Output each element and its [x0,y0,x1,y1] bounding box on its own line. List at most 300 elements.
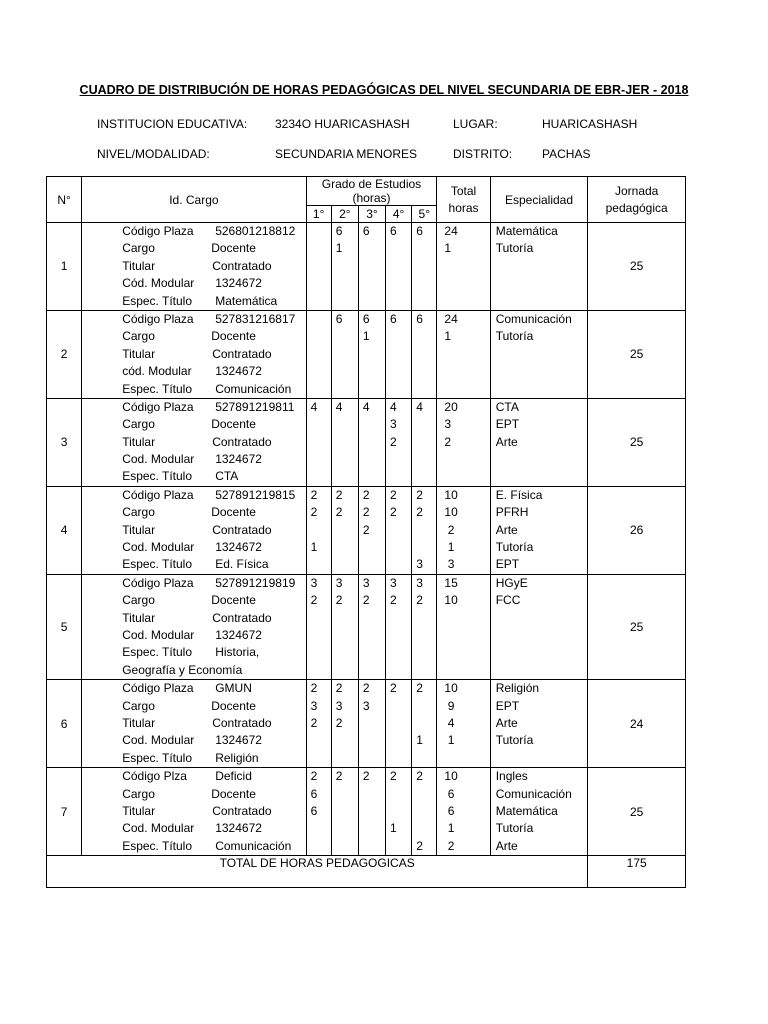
nivel-value: SECUNDARIA MENORES [275,147,418,161]
cargo-key: Cod. Modular [122,821,195,836]
header-grade-5: 5° [412,206,437,223]
especialidad-value: Arte [495,522,518,537]
header-num: N° [47,177,82,223]
cargo-value: Docente [211,593,256,608]
grade-value: 4 [310,399,318,414]
grade-value: 2 [335,487,343,502]
total-value: 175 [588,856,686,888]
grade-value: 2 [310,769,318,784]
hours-value: 24 [444,224,458,238]
cargo-key: Titular [122,434,156,449]
grade-value: 4 [362,399,370,414]
jornada-cell: 26 [588,486,686,574]
grade-3-cell [358,574,385,679]
grade-value: 4 [335,399,343,414]
grade-value: 2 [390,505,397,520]
cargo-value: Deficid [215,769,252,784]
grade-value: 3 [335,575,343,590]
grade-value: 2 [362,769,370,784]
hours-value: 1 [444,540,455,555]
table-body [47,223,686,856]
total-hours-cell [437,768,490,856]
cargo-key: Código Plaza [122,681,194,696]
grade-value [332,539,358,556]
especialidad-value: Tutoría [495,540,534,555]
jornada-cell: 24 [588,680,686,768]
jornada-cell: 25 [588,398,686,486]
cargo-key: Código Plaza [122,487,194,502]
grade-value: 2 [416,487,423,502]
grade-value [332,556,358,573]
header-cargo: Id. Cargo [82,177,306,223]
hours-value: 2 [444,434,452,449]
especialidad-value: Comunicación [495,786,572,801]
cargo-value: Docente [211,329,256,344]
grade-4-cell [386,223,412,311]
cargo-value: 1324672 [215,733,262,748]
cargo-cell [82,398,306,486]
cargo-value: Docente [211,786,256,801]
table-row [47,486,686,574]
especialidad-value: EPT [495,698,520,713]
grade-value [412,522,436,539]
header-total: Total horas [437,177,490,223]
grade-3-cell [358,680,385,768]
cargo-key: Código Plaza [122,311,194,326]
grade-value [307,522,331,539]
header-grade-2: 2° [331,206,358,223]
grade-1-cell [306,310,331,398]
grade-value [412,328,436,345]
cargo-key: Titular [122,610,156,625]
jornada-cell: 25 [588,574,686,679]
grade-value [386,328,411,345]
lugar-value: HUARICASHASH [542,117,638,131]
cargo-cell [82,486,306,574]
especialidad-value: Comunicación [495,311,572,326]
grade-2-cell [331,398,358,486]
ie-label: INSTITUCION EDUCATIVA: [97,117,248,131]
grade-value: 2 [362,505,370,520]
cargo-value: 527891219819 [215,575,296,590]
especialidad-value: Tutoría [495,329,534,344]
cargo-key: Código Plaza [122,224,194,238]
grade-value: 2 [310,487,318,502]
especialidad-value: E. Física [495,487,543,502]
especialidad-value: Tutoría [495,733,534,748]
cargo-value: Docente [211,698,256,713]
hours-value: 1 [444,329,452,344]
especialidad-cell [490,223,588,311]
cargo-value: 527891219811 [215,399,295,414]
grade-value: 6 [335,224,343,238]
grade-value [386,786,411,803]
table-row [47,398,686,486]
cargo-key: Cód. Modular [122,276,195,291]
grade-value [412,786,436,803]
cargo-key: Cargo [122,417,155,432]
cargo-value: GMUN [215,681,252,696]
grade-value [307,240,331,257]
especialidad-value: EPT [495,557,520,572]
grade-value [332,522,358,539]
cargo-value: Comunicación [215,381,292,396]
total-hours-cell [437,486,490,574]
row-number: 4 [47,486,82,574]
cargo-key: cód. Modular [122,364,192,379]
hours-table [46,176,686,888]
grade-4-cell [386,680,412,768]
hours-value: 4 [444,715,455,730]
cargo-value: Docente [211,417,256,432]
hours-value: 10 [444,593,458,608]
especialidad-cell [490,310,588,398]
cargo-value: Contratado [212,715,272,730]
grade-value: 2 [416,681,423,696]
grade-value: 2 [390,434,397,449]
grade-1-cell [306,486,331,574]
table-row [47,310,686,398]
grade-value: 2 [390,769,397,784]
row-number: 5 [47,574,82,679]
cargo-key: Código Plaza [122,575,194,590]
especialidad-value: CTA [495,399,519,414]
document-title: CUADRO DE DISTRIBUCIÓN DE HORAS PEDAGÓGICAS DEL NIVEL SECUNDARIA DE EBR-JER - 2018 [79,83,689,97]
cargo-value: 1324672 [215,364,262,379]
grade-value: 1 [310,540,318,555]
grade-value [412,240,436,257]
cargo-value: 1324672 [215,540,262,555]
cargo-key: Cargo [122,505,155,520]
especialidad-cell [490,680,588,768]
total-label: TOTAL DE HORAS PEDAGOGICAS [47,856,588,888]
cargo-key: Titular [122,803,156,818]
cargo-value: Docente [211,505,256,520]
grade-value: 2 [310,505,318,520]
grade-value: 3 [362,575,370,590]
cargo-cell [82,574,306,679]
grade-value [307,223,331,240]
grade-5-cell [412,768,437,856]
grade-value: 6 [310,803,318,818]
grade-value: 3 [390,417,397,432]
cargo-value: 1324672 [215,627,262,642]
cargo-key: Espec. Título [122,293,193,308]
especialidad-value: Matemática [495,803,558,818]
cargo-key: Titular [122,258,156,273]
hours-value: 10 [444,769,458,784]
grade-value: 6 [390,311,397,326]
especialidad-value: Ingles [495,769,528,784]
ie-value: 3234O HUARICASHASH [275,117,410,131]
especialidad-value: Arte [495,715,518,730]
cargo-key: Cod. Modular [122,733,195,748]
header-grade-3: 3° [358,206,385,223]
grade-4-cell [386,574,412,679]
cargo-key: Cargo [122,698,155,713]
hours-value: 2 [444,838,455,853]
especialidad-value: PFRH [495,505,529,520]
grade-5-cell [412,680,437,768]
grade-5-cell [412,574,437,679]
grade-value: 1 [416,733,423,748]
grade-value: 6 [416,311,423,326]
grade-value: 2 [335,681,343,696]
grade-2-cell [331,310,358,398]
especialidad-value: Tutoría [495,821,534,836]
especialidad-cell [490,398,588,486]
grade-1-cell [306,768,331,856]
row-number: 6 [47,680,82,768]
cargo-value: Docente [211,241,256,256]
cargo-value: 1324672 [215,821,262,836]
hours-value: 10 [444,681,458,696]
grade-value: 2 [335,505,343,520]
cargo-cell [82,768,306,856]
cargo-key: Cod. Modular [122,627,195,642]
especialidad-value: Tutoría [495,241,534,256]
cargo-extra: Geografía y Economía [122,662,243,677]
grade-value [359,556,385,573]
grade-value: 6 [362,311,370,326]
cargo-value: Religión [215,750,259,765]
grade-value [386,539,411,556]
grade-2-cell [331,486,358,574]
grade-value: 6 [416,224,423,238]
cargo-value: 527831216817 [215,311,296,326]
grade-value: 2 [390,593,397,608]
distrito-value: PACHAS [542,147,591,161]
total-hours-cell [437,680,490,768]
grade-3-cell [358,486,385,574]
total-hours-cell [437,574,490,679]
cargo-value: Matemática [215,293,278,308]
cargo-key: Cargo [122,329,155,344]
grade-2-cell [331,574,358,679]
cargo-key: Espec. Título [122,469,193,484]
cargo-value: Contratado [212,258,272,273]
table-row [47,680,686,768]
cargo-value: Contratado [212,522,272,537]
especialidad-cell [490,768,588,856]
grade-value [412,698,436,715]
grade-value: 2 [390,681,397,696]
grade-value: 6 [310,786,318,801]
lugar-label: LUGAR: [453,117,498,131]
grade-value [307,328,331,345]
grade-value: 6 [390,224,397,238]
header-especialidad: Especialidad [490,177,588,223]
grade-value [386,803,411,820]
grade-value: 3 [362,698,370,713]
grade-value: 2 [362,487,370,502]
table-row [47,223,686,311]
grade-2-cell [331,223,358,311]
hours-value: 1 [444,241,452,256]
cargo-value: Contratado [212,803,272,818]
grade-value: 2 [362,593,370,608]
especialidad-value: Arte [495,838,518,853]
jornada-cell: 25 [588,768,686,856]
grade-5-cell [412,223,437,311]
grade-value [386,240,411,257]
total-hours-cell [437,223,490,311]
header-grado: Grado de Estudios (horas) [306,177,437,206]
hours-value: 3 [444,417,452,432]
cargo-key: Espec. Título [122,645,193,660]
row-number: 3 [47,398,82,486]
cargo-key: Código Plza [122,769,187,784]
header-jornada: Jornada pedagógica [588,177,686,223]
especialidad-value: EPT [495,417,520,432]
grade-value [307,556,331,573]
cargo-value: Contratado [212,610,272,625]
grade-3-cell [358,768,385,856]
grade-value: 2 [390,487,397,502]
total-hours-cell [437,310,490,398]
header-grade-4: 4° [386,206,412,223]
grade-value: 2 [416,838,423,853]
grade-value: 2 [362,681,370,696]
hours-value: 6 [444,786,455,801]
hours-value: 20 [444,399,458,414]
total-hours-cell [437,398,490,486]
cargo-key: Espec. Título [122,381,193,396]
cargo-key: Titular [122,715,156,730]
grade-value: 3 [310,575,318,590]
cargo-value: Historia, [215,645,260,660]
cargo-key: Cod. Modular [122,452,195,467]
grade-value: 2 [335,593,343,608]
grade-value [386,556,411,573]
cargo-value: Comunicación [215,838,292,853]
cargo-key: Cargo [122,786,155,801]
grade-value [386,522,411,539]
grade-value [412,715,436,732]
grade-3-cell [358,310,385,398]
row-number: 1 [47,223,82,311]
especialidad-value: Arte [495,434,518,449]
cargo-value: 526801218812 [215,224,296,238]
grade-value: 1 [390,821,397,836]
especialidad-value: Matemática [495,224,558,238]
grade-5-cell [412,310,437,398]
grade-value [412,803,436,820]
grade-1-cell [306,680,331,768]
grade-value: 2 [416,505,423,520]
grade-1-cell [306,398,331,486]
grade-value: 3 [416,557,423,572]
cargo-value: 1324672 [215,452,262,467]
cargo-key: Espec. Título [122,557,193,572]
cargo-value: 527891219815 [215,487,296,502]
table-row [47,574,686,679]
grade-4-cell [386,310,412,398]
grade-4-cell [386,486,412,574]
grade-3-cell [358,223,385,311]
hours-value: 9 [444,698,455,713]
grade-5-cell [412,398,437,486]
grade-value: 3 [390,575,397,590]
grade-value: 3 [310,698,318,713]
grade-value: 4 [416,399,423,414]
grade-value: 2 [310,715,318,730]
grade-value [359,240,385,257]
hours-value: 3 [444,557,455,572]
cargo-value: Contratado [212,346,272,361]
hours-value: 10 [444,505,458,520]
especialidad-value: HGyE [495,575,528,590]
grade-value: 2 [310,593,318,608]
grade-value [412,539,436,556]
grade-value: 2 [335,769,343,784]
grade-value: 6 [335,311,343,326]
grade-value: 6 [362,224,370,238]
jornada-cell: 25 [588,310,686,398]
grade-value: 2 [362,522,370,537]
cargo-key: Titular [122,346,156,361]
grade-value: 2 [335,715,343,730]
cargo-cell [82,310,306,398]
grade-value: 1 [362,329,370,344]
row-number: 7 [47,768,82,856]
grade-value [412,820,436,837]
grade-2-cell [331,680,358,768]
row-number: 2 [47,310,82,398]
especialidad-cell [490,486,588,574]
distrito-label: DISTRITO: [453,147,513,161]
cargo-key: Espec. Título [122,750,193,765]
hours-value: 2 [444,522,455,537]
hours-value: 1 [444,821,455,836]
grade-1-cell [306,574,331,679]
grade-value [359,539,385,556]
grade-value [307,311,331,328]
grade-4-cell [386,398,412,486]
grade-value: 2 [310,681,318,696]
grade-value [332,328,358,345]
cargo-key: Código Plaza [122,399,194,414]
grade-5-cell [412,486,437,574]
table-row [47,768,686,856]
grade-value: 2 [416,593,423,608]
hours-value: 15 [444,575,458,590]
cargo-key: Cargo [122,241,155,256]
hours-value: 10 [444,487,458,502]
grade-value: 3 [335,698,343,713]
grade-3-cell [358,398,385,486]
especialidad-value: Religión [495,681,540,696]
cargo-cell [82,223,306,311]
especialidad-cell [490,574,588,679]
cargo-value: CTA [215,469,239,484]
grade-value: 2 [416,769,423,784]
cargo-key: Titular [122,522,156,537]
cargo-value: 1324672 [215,276,262,291]
hours-value: 1 [444,733,455,748]
cargo-value: Contratado [212,434,272,449]
cargo-value: Ed. Física [215,557,269,572]
nivel-label: NIVEL/MODALIDAD: [97,147,210,161]
cargo-cell [82,680,306,768]
hours-value: 24 [444,311,458,326]
grade-2-cell [331,768,358,856]
grade-1-cell [306,223,331,311]
cargo-key: Espec. Título [122,838,193,853]
jornada-cell: 25 [588,223,686,311]
header-grade-1: 1° [306,206,331,223]
cargo-key: Cod. Modular [122,540,195,555]
